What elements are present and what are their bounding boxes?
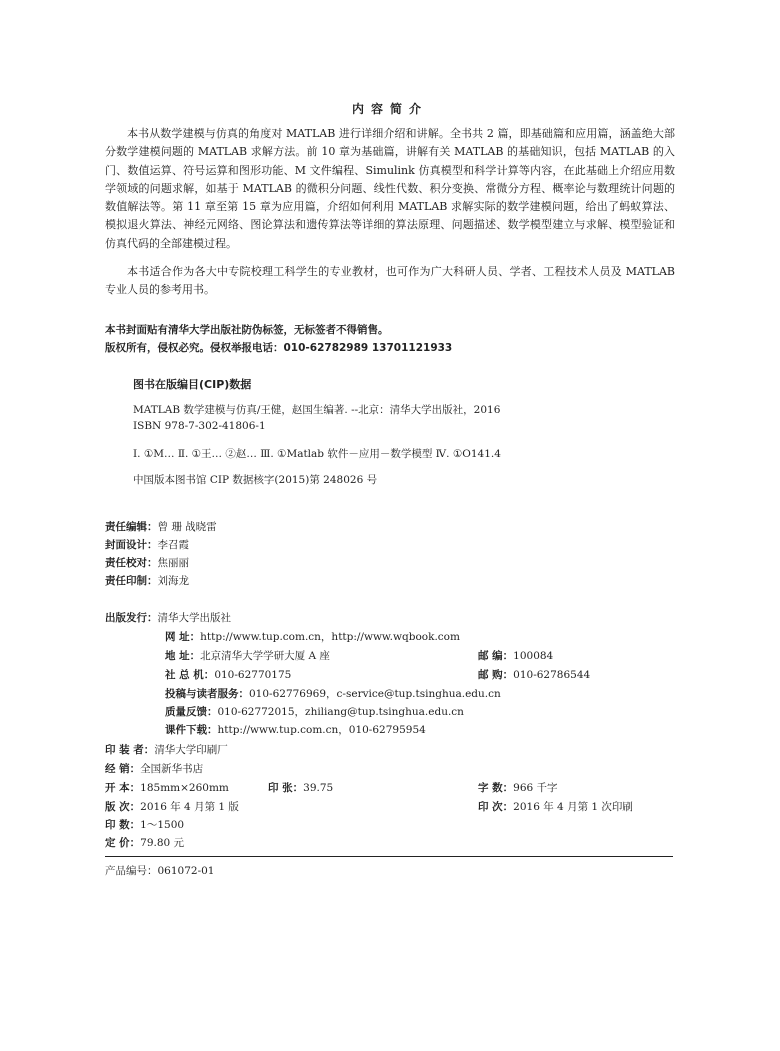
submission-row	[165, 682, 501, 701]
printer-row	[105, 738, 228, 757]
submission-label: 投稿与读者服务：	[165, 688, 249, 700]
courseware-row	[165, 718, 426, 737]
cip-heading: 图书在版编目(CIP)数据	[133, 378, 252, 391]
product-code: 产品编号：061072-01	[105, 865, 215, 877]
intro-paragraph-1: 本书从数学建模与仿真的角度对 MATLAB 进行详细介绍和讲解。全书共 2 篇，即基础篇和应用篇，涵盖绝大部分数学建模问题的 MATLAB 求解方法。前 10 章为基础篇，讲解有关 MATLAB 的基础知识，包括 MATLAB 的入门、数值运算、符号运算和图形功能、M 文件编程、Simulink 仿真模型和科学计算等内容，在此基础上介绍应用数学领域的问题求解，如基于 MATLAB 的微积分问题、线性代数、积分变换、常微分方程、概率论与数理统计问题的数值解法等。第 11 章至第 15 章为应用篇，介绍如何利用 MATLAB 求解实际的数学建模问题，给出了蚂蚁算法、模拟退火算法、神经元网络、图论算法和遗传算法等详细的算法原理、问题描述、数学模型建立与求解、模型验证和仿真代码的全部建模过程。	[105, 127, 675, 250]
word-count-value: 966 千字	[513, 782, 558, 794]
switchboard-row	[165, 663, 291, 682]
website-row	[165, 625, 460, 644]
cip-line-4: 中国版本图书馆 CIP 数据核字(2015)第 248026 号	[133, 474, 378, 486]
zipcode-label: 邮 编：	[478, 650, 514, 662]
publisher-row	[105, 606, 231, 625]
divider-line	[105, 856, 673, 857]
impression-label: 印 次：	[478, 801, 514, 813]
cip-line-1: MATLAB 数学建模与仿真/王健，赵国生编著. --北京：清华大学出版社，2016	[133, 404, 501, 416]
staff-value: 李召霞	[157, 539, 189, 551]
publisher-label: 出版发行：	[105, 612, 158, 624]
copies-row	[105, 813, 184, 832]
word-count-row	[478, 776, 558, 795]
printer-value: 清华大学印刷厂	[154, 744, 228, 756]
page-title: 内容简介	[351, 102, 428, 116]
distributor-value: 全国新华书店	[140, 763, 204, 775]
cip-line-2: ISBN 978-7-302-41806-1	[133, 420, 266, 432]
website-label: 网 址：	[165, 631, 201, 643]
price-label: 定 价：	[105, 837, 141, 849]
edition-label: 版 次：	[105, 801, 141, 813]
price-row	[105, 831, 184, 850]
staff-row	[105, 569, 189, 588]
copyright-notice: 版权所有，侵权必究。侵权举报电话：010-62782989 13701121933	[105, 342, 453, 354]
staff-row	[105, 515, 217, 534]
staff-row	[105, 551, 189, 570]
zipcode-row	[478, 644, 553, 663]
format-row	[105, 776, 229, 795]
quality-feedback-row	[165, 700, 464, 719]
word-count-label: 字 数：	[478, 782, 514, 794]
switchboard-label: 社 总 机：	[165, 669, 215, 681]
mail-order-value: 010-62786544	[513, 669, 591, 681]
website-value: http://www.tup.com.cn，http://www.wqbook.com	[200, 631, 460, 643]
copies-value: 1～1500	[140, 819, 185, 831]
staff-value: 曾 珊 战晓雷	[157, 521, 217, 533]
zipcode-value: 100084	[513, 650, 554, 662]
edition-value: 2016 年 4 月第 1 版	[140, 801, 239, 813]
anti-counterfeit-notice: 本书封面贴有清华大学出版社防伪标签，无标签者不得销售。	[105, 324, 389, 336]
courseware-label: 课件下载：	[165, 724, 218, 736]
quality-feedback-value: 010-62772015，zhiliang@tup.tsinghua.edu.cn	[217, 706, 464, 718]
mail-order-label: 邮 购：	[478, 669, 514, 681]
impression-value: 2016 年 4 月第 1 次印刷	[513, 801, 633, 813]
publisher-name: 清华大学出版社	[157, 612, 231, 624]
impression-row	[478, 795, 633, 814]
switchboard-value: 010-62770175	[214, 669, 292, 681]
intro-paragraph-2: 本书适合作为各大中专院校理工科学生的专业教材，也可作为广大科研人员、学者、工程技术人员及 MATLAB 专业人员的参考用书。	[105, 265, 675, 297]
address-row	[165, 644, 330, 663]
format-label: 开 本：	[105, 782, 141, 794]
staff-label: 责任编辑：	[105, 521, 158, 533]
staff-value: 刘海龙	[157, 575, 189, 587]
mail-order-row	[478, 663, 590, 682]
format-value: 185mm×260mm	[140, 782, 229, 794]
courseware-value: http://www.tup.com.cn，010-62795954	[217, 724, 426, 736]
printer-label: 印 装 者：	[105, 744, 155, 756]
staff-value: 焦丽丽	[157, 557, 189, 569]
staff-label: 封面设计：	[105, 539, 158, 551]
address-value: 北京清华大学学研大厦 A 座	[200, 650, 330, 662]
distributor-row	[105, 757, 203, 776]
address-label: 地 址：	[165, 650, 201, 662]
copies-label: 印 数：	[105, 819, 141, 831]
sheets-row	[268, 776, 333, 795]
edition-row	[105, 795, 239, 814]
staff-label: 责任校对：	[105, 557, 158, 569]
sheets-label: 印 张：	[268, 782, 304, 794]
submission-value: 010-62776969，c-service@tup.tsinghua.edu.cn	[249, 688, 501, 700]
quality-feedback-label: 质量反馈：	[165, 706, 218, 718]
distributor-label: 经 销：	[105, 763, 141, 775]
cip-line-3: Ⅰ. ①M… Ⅱ. ①王… ②赵… Ⅲ. ①Matlab 软件－应用－数学模型 Ⅳ. ①O141.4	[133, 448, 501, 460]
sheets-value: 39.75	[303, 782, 334, 794]
price-value: 79.80 元	[140, 837, 185, 849]
staff-label: 责任印制：	[105, 575, 158, 587]
staff-row	[105, 533, 189, 552]
